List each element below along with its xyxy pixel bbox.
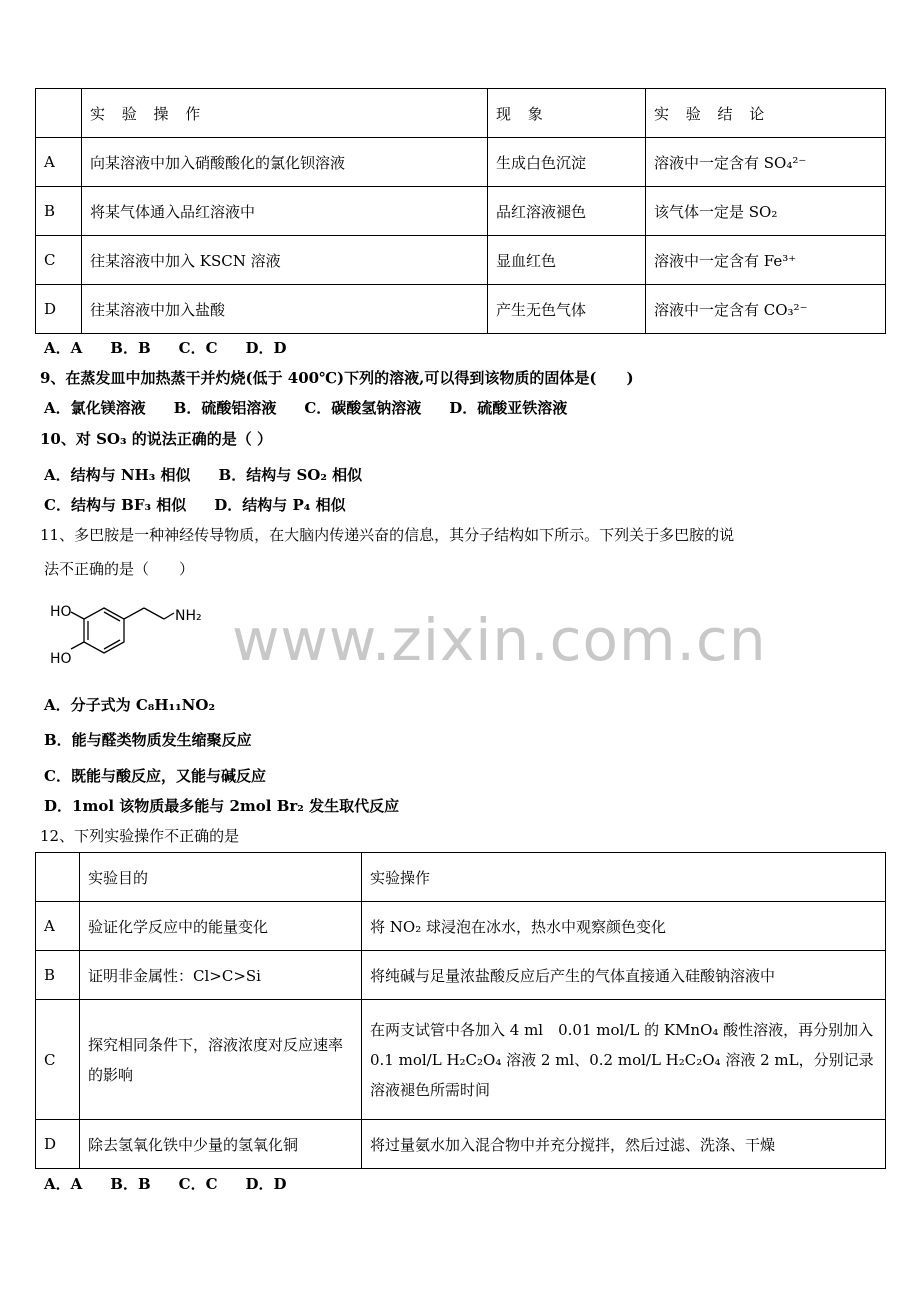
q11-option-c[interactable]: C．既能与酸反应，又能与碱反应 — [44, 767, 266, 785]
phenomenon-cell: 品红溶液褪色 — [488, 187, 646, 236]
row-label: B — [36, 187, 82, 236]
operation-cell: 将过量氨水加入混合物中并充分搅拌，然后过滤、洗涤、干燥 — [362, 1120, 886, 1169]
table-row — [36, 951, 886, 1000]
table-row — [36, 1120, 886, 1169]
table-row — [36, 1000, 886, 1120]
hydroxyl-label: HO — [50, 651, 72, 667]
q10-stem: 10、对 SO₃ 的说法正确的是（ ） — [40, 430, 273, 448]
row-label: C — [36, 1000, 80, 1120]
row-label: D — [36, 285, 82, 334]
option-a[interactable]: A．A — [44, 1175, 83, 1193]
q11-option-b[interactable]: B．能与醛类物质发生缩聚反应 — [44, 731, 252, 749]
phenomenon-cell: 生成白色沉淀 — [488, 138, 646, 187]
option-c[interactable]: C．C — [178, 1175, 218, 1193]
option-a[interactable]: A．氯化镁溶液 — [44, 399, 146, 417]
experiment-table-1 — [35, 88, 886, 334]
conclusion-cell: 该气体一定是 SO₂ — [646, 187, 886, 236]
header-cell: 实验目的 — [80, 853, 362, 902]
option-d[interactable]: D．硫酸亚铁溶液 — [449, 399, 568, 417]
operation-cell: 往某溶液中加入 KSCN 溶液 — [82, 236, 488, 285]
row-label: A — [36, 138, 82, 187]
header-cell: 现 象 — [488, 89, 646, 138]
option-c[interactable]: C．C — [178, 339, 218, 357]
conclusion-cell: 溶液中一定含有 CO₃²⁻ — [646, 285, 886, 334]
header-cell — [36, 853, 80, 902]
option-d[interactable]: D．D — [245, 1175, 287, 1193]
q10-options-row2 — [44, 494, 374, 515]
table-header-row — [36, 853, 886, 902]
table-row — [36, 236, 886, 285]
header-cell: 实验操作 — [362, 853, 886, 902]
header-cell: 实 验 操 作 — [82, 89, 488, 138]
aim-cell: 除去氢氧化铁中少量的氢氧化铜 — [80, 1120, 362, 1169]
operation-cell: 将纯碱与足量浓盐酸反应后产生的气体直接通入硅酸钠溶液中 — [362, 951, 886, 1000]
option-d[interactable]: D．D — [245, 339, 287, 357]
amine-label: NH₂ — [175, 608, 202, 624]
aim-cell: 探究相同条件下，溶液浓度对反应速率的影响 — [80, 1000, 362, 1120]
table-row — [36, 285, 886, 334]
row-label: C — [36, 236, 82, 285]
option-c[interactable]: C．结构与 BF₃ 相似 — [44, 496, 187, 514]
table-header-row — [36, 89, 886, 138]
q11-stem: 11、多巴胺是一种神经传导物质，在大脑内传递兴奋的信息，其分子结构如下所示。下列关于多巴胺的说 — [40, 526, 735, 544]
table-row — [36, 138, 886, 187]
q11-option-d[interactable]: D．1mol 该物质最多能与 2mol Br₂ 发生取代反应 — [44, 797, 400, 815]
conclusion-cell: 溶液中一定含有 Fe³⁺ — [646, 236, 886, 285]
q8-options — [44, 337, 315, 358]
q9-stem: 9、在蒸发皿中加热蒸干并灼烧(低于 400℃)下列的溶液,可以得到该物质的固体是( ) — [40, 369, 634, 387]
option-a[interactable]: A．A — [44, 339, 83, 357]
header-cell — [36, 89, 82, 138]
q11-option-a[interactable]: A．分子式为 C₈H₁₁NO₂ — [44, 696, 216, 714]
watermark: www.zixin.com.cn — [232, 606, 767, 674]
table-row — [36, 902, 886, 951]
q10-options-row1 — [44, 464, 390, 485]
phenomenon-cell: 产生无色气体 — [488, 285, 646, 334]
option-a[interactable]: A．结构与 NH₃ 相似 — [44, 466, 191, 484]
option-d[interactable]: D．结构与 P₄ 相似 — [214, 496, 346, 514]
experiment-table-2 — [35, 852, 886, 1169]
row-label: A — [36, 902, 80, 951]
conclusion-cell: 溶液中一定含有 SO₄²⁻ — [646, 138, 886, 187]
q11-stem-cont: 法不正确的是（ ） — [44, 560, 195, 578]
q12-stem: 12、下列实验操作不正确的是 — [40, 827, 240, 845]
aim-cell: 证明非金属性：Cl>C>Si — [80, 951, 362, 1000]
hydroxyl-label: HO — [50, 604, 72, 620]
table-row — [36, 187, 886, 236]
operation-cell: 往某溶液中加入盐酸 — [82, 285, 488, 334]
option-b[interactable]: B．B — [110, 1175, 151, 1193]
option-b[interactable]: B．硫酸铝溶液 — [173, 399, 277, 417]
operation-cell: 将某气体通入品红溶液中 — [82, 187, 488, 236]
header-cell: 实 验 结 论 — [646, 89, 886, 138]
option-c[interactable]: C．碳酸氢钠溶液 — [304, 399, 422, 417]
dopamine-structure — [46, 598, 216, 670]
option-b[interactable]: B．结构与 SO₂ 相似 — [218, 466, 363, 484]
phenomenon-cell: 显血红色 — [488, 236, 646, 285]
row-label: B — [36, 951, 80, 1000]
operation-cell: 在两支试管中各加入 4 ml 0.01 mol/L 的 KMnO₄ 酸性溶液，再分别加入 0.1 mol/L H₂C₂O₄ 溶液 2 ml、0.2 mol/L H₂C₂O₄ 溶液 2 mL，分别记录溶液褪色所需时间 — [362, 1000, 886, 1120]
option-b[interactable]: B．B — [110, 339, 151, 357]
aim-cell: 验证化学反应中的能量变化 — [80, 902, 362, 951]
q12-options — [44, 1173, 315, 1194]
q9-options — [44, 397, 595, 418]
operation-cell: 向某溶液中加入硝酸酸化的氯化钡溶液 — [82, 138, 488, 187]
row-label: D — [36, 1120, 80, 1169]
operation-cell: 将 NO₂ 球浸泡在冰水，热水中观察颜色变化 — [362, 902, 886, 951]
